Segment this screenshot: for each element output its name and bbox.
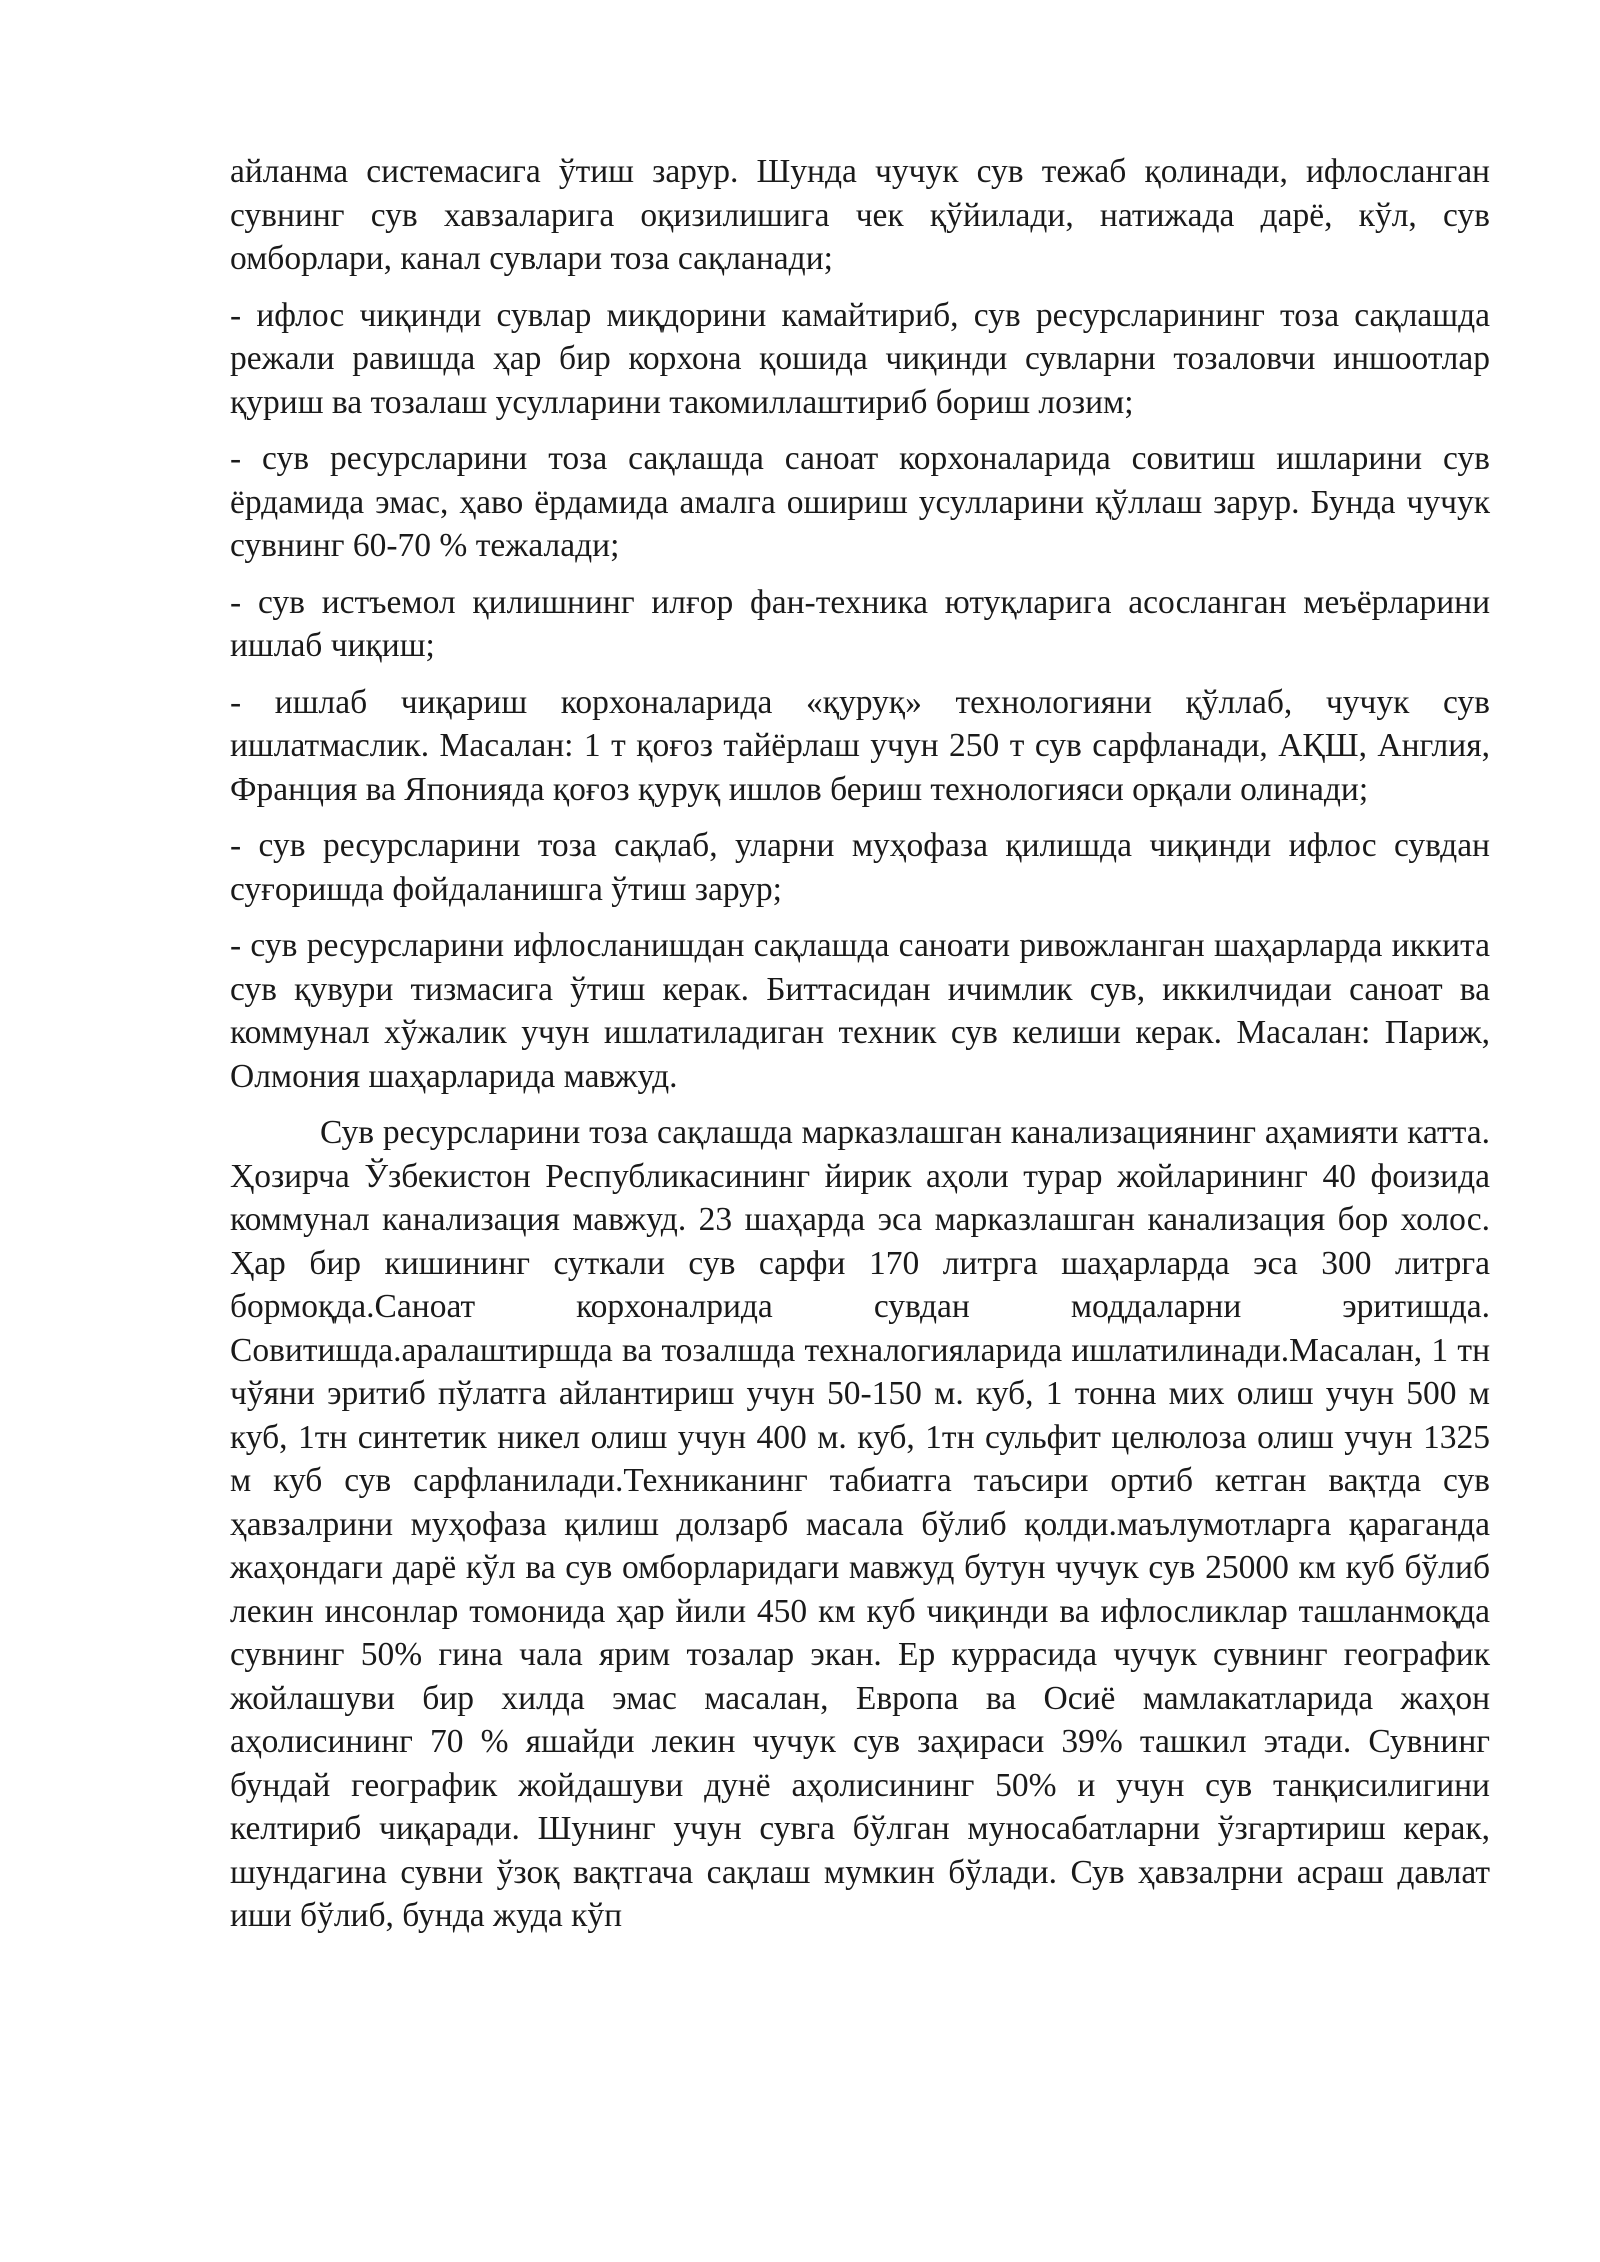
paragraph-1: айланма системасига ўтиш зарур. Шунда чучук сув тежаб қолинади, ифлосланган сувнинг сув хавзаларига оқизилишига чек қўйилади, натижада дарё, кўл, сув омборлари, канал сувлари тоза сақланади; [230,153,1490,277]
paragraph-8: Сув ресурсларини тоза сақлашда марказлашган канализациянинг аҳамияти катта. Ҳозирча Ўзбекистон Республикасининг йирик аҳоли турар жойларининг 40 фоизида коммунал канализация мавжуд. 23 шаҳарда эса марказлашган канализация бор холос. Ҳар бир кишининг суткали сув сарфи 170 литрга шаҳарларда эса 300 литрга бормоқда.Саноат корхоналрида сувдан моддаларни эритишда. Совитишда.аралаштиршда ва тозалшда техналогияларида ишлатилинади.Масалан, 1 тн чўяни эритиб пўлатга айлантириш учун 50-150 м. куб, 1 тонна мих олиш учун 500 м куб, 1тн синтетик никел олиш учун 400 м. куб, 1тн сульфит целюлоза олиш учун 1325 м куб сув сарфланилади.Техниканинг табиатга таъсири ортиб кетган вақтда сув ҳавзалрини муҳофаза қилиш долзарб масала бўлиб қолди.маълумотларга қараганда жаҳондаги дарё кўл ва сув омборларидаги мавжуд бутун чучук сув 25000 км куб бўлиб лекин инсонлар томонида ҳар йили 450 км куб чиқинди ва ифлосликлар ташланмоқда сувнинг 50% гина чала ярим тозалар экан. Ер куррасида чучук сувнинг географик жойлашуви бир хилда эмас масалан, Европа ва Осиё мамлакатларида жаҳон аҳолисининг 70 % яшайди лекин чучук сув заҳираси 39% ташкил этади. Сувнинг бундай географик жойдашуви дунё аҳолисининг 50% и учун сув танқисилигини келтириб чиқаради. Шунинг учун сувга бўлган муносабатларни ўзгартириш керак, шундагина сувни ўзоқ вақтгача сақлаш мумкин бўлади. Сув ҳавзалрни асраш давлат иши бўлиб, бунда жуда кўп [230,1114,1490,1934]
paragraph-3: - сув ресурсларини тоза сақлашда саноат корхоналарида совитиш ишларини сув ёрдамида эмас, ҳаво ёрдамида амалга ошириш усулларини қўллаш зарур. Бунда чучук сувнинг 60-70 % тежалади; [230,440,1490,564]
paragraph-4: - сув истъемол қилишнинг илғор фан-техника ютуқларига асосланган меъёрларини ишлаб чиқиш; [230,583,1490,664]
paragraph-5: - ишлаб чиқариш корхоналарида «қуруқ» технологияни қўллаб, чучук сув ишлатмаслик. Масалан: 1 т қоғоз тайёрлаш учун 250 т сув сарфланади, АҚШ, Англия, Франция ва Японияда қоғоз қуруқ ишлов бериш технологияси орқали олинади; [230,683,1490,808]
paragraph-6: - сув ресурсларини тоза сақлаб, уларни муҳофаза қилишда чиқинди ифлос сувдан суғоришда фойдаланишга ўтиш зарур; [230,827,1490,908]
document-body [230,150,1490,1951]
paragraph-2: - ифлос чиқинди сувлар миқдорини камайтириб, сув ресурсларининг тоза сақлашда режали равишда ҳар бир корхона қошида чиқинди сувларни тозаловчи иншоотлар қуриш ва тозалаш усулларини такомиллаштириб бориш лозим; [230,296,1490,421]
paragraph-7: - сув ресурсларини ифлосланишдан сақлашда саноати ривожланган шаҳарларда иккита сув қувури тизмасига ўтиш керак. Биттасидан ичимлик сув, иккилчидаи саноат ва коммунал хўжалик учун ишлатиладиган техник сув келиши керак. Масалан: Париж, Олмония шаҳарларида мавжуд. [230,927,1490,1095]
